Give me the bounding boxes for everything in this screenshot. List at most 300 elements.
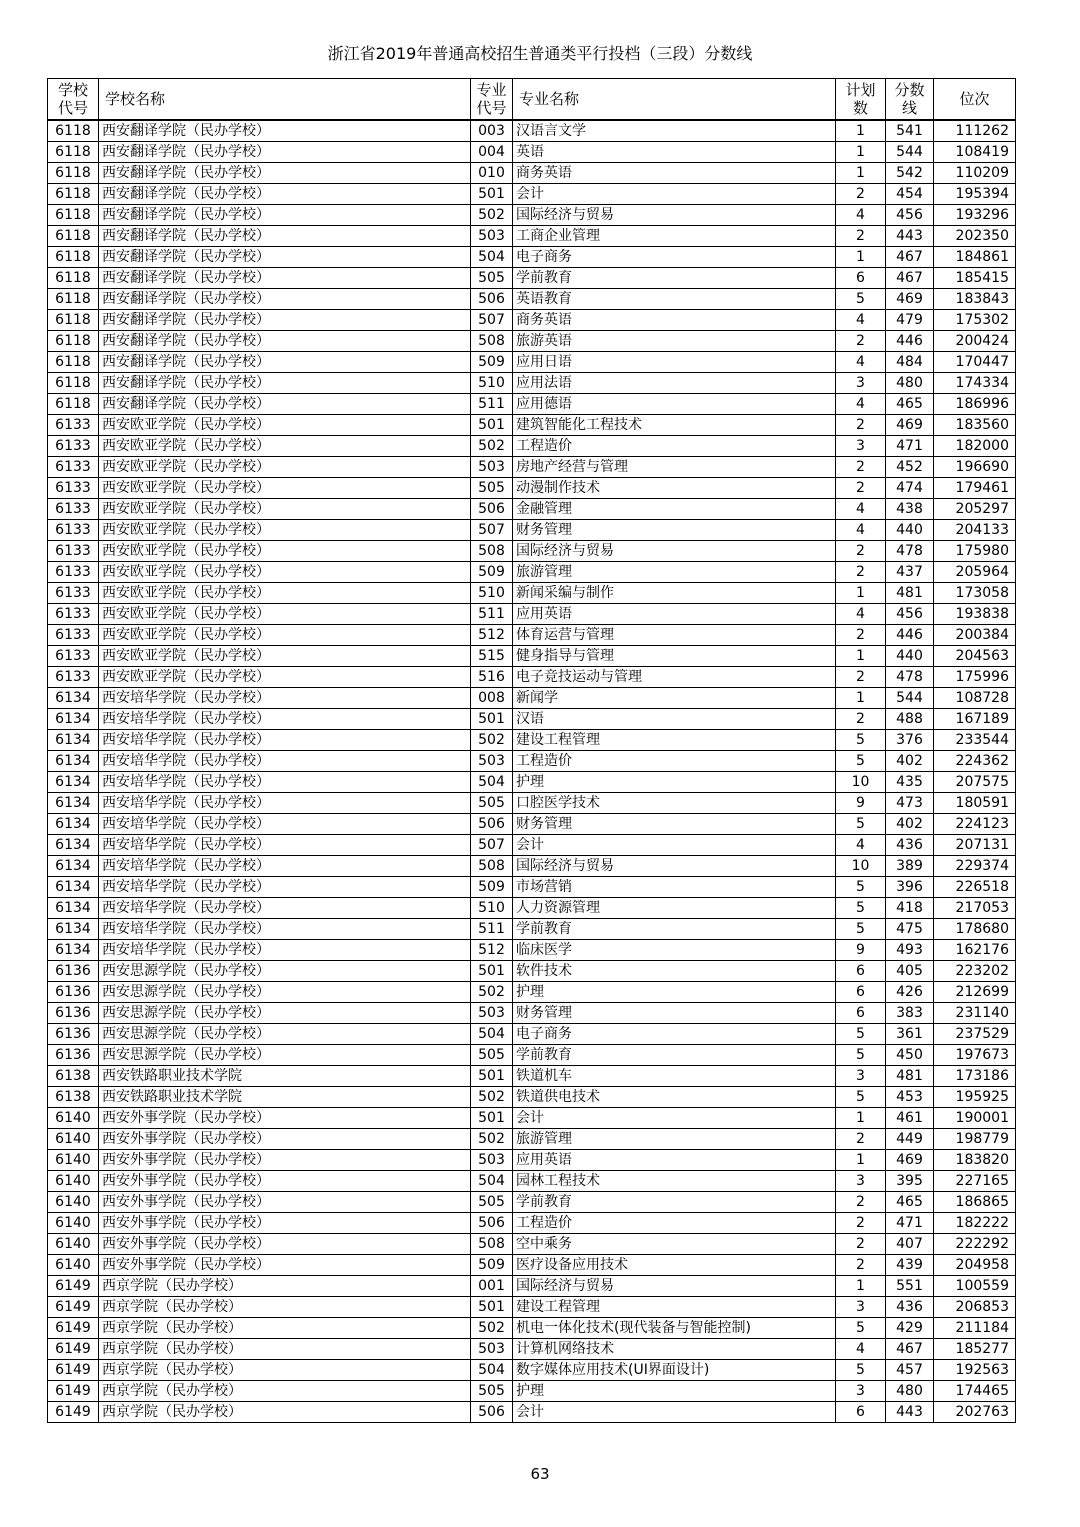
cell-major-name: 铁道供电技术: [513, 1087, 836, 1108]
cell-plan: 4: [836, 352, 886, 373]
cell-rank: 185415: [934, 268, 1016, 289]
cell-major-code: 501: [471, 961, 513, 982]
table-row: [48, 415, 1016, 436]
cell-rank: 227165: [934, 1171, 1016, 1192]
cell-school-name: 西安培华学院（民办学校）: [99, 772, 471, 793]
cell-school-name: 西京学院（民办学校）: [99, 1381, 471, 1402]
cell-rank: 226518: [934, 877, 1016, 898]
table-row: [48, 1024, 1016, 1045]
cell-school-name: 西京学院（民办学校）: [99, 1318, 471, 1339]
cell-major-name: 会计: [513, 184, 836, 205]
cell-score: 454: [886, 184, 934, 205]
cell-major-name: 会计: [513, 835, 836, 856]
table-row: [48, 520, 1016, 541]
cell-score: 471: [886, 436, 934, 457]
cell-school-code: 6118: [48, 268, 99, 289]
cell-score: 402: [886, 751, 934, 772]
cell-plan: 10: [836, 772, 886, 793]
cell-school-code: 6133: [48, 541, 99, 562]
cell-major-code: 509: [471, 562, 513, 583]
cell-rank: 178680: [934, 919, 1016, 940]
cell-score: 551: [886, 1276, 934, 1297]
cell-major-name: 体育运营与管理: [513, 625, 836, 646]
cell-score: 395: [886, 1171, 934, 1192]
cell-major-code: 505: [471, 1192, 513, 1213]
table-row: [48, 709, 1016, 730]
cell-major-name: 会计: [513, 1402, 836, 1423]
cell-school-code: 6133: [48, 604, 99, 625]
cell-school-name: 西安培华学院（民办学校）: [99, 730, 471, 751]
cell-rank: 173058: [934, 583, 1016, 604]
cell-major-name: 国际经济与贸易: [513, 541, 836, 562]
cell-rank: 190001: [934, 1108, 1016, 1129]
cell-score: 481: [886, 583, 934, 604]
table-row: [48, 163, 1016, 184]
cell-plan: 5: [836, 289, 886, 310]
cell-major-name: 学前教育: [513, 919, 836, 940]
cell-school-name: 西安外事学院（民办学校）: [99, 1234, 471, 1255]
table-row: [48, 184, 1016, 205]
header-school-name: 学校名称: [99, 79, 471, 121]
cell-major-code: 508: [471, 856, 513, 877]
cell-rank: 202763: [934, 1402, 1016, 1423]
table-row: [48, 940, 1016, 961]
table-row: [48, 730, 1016, 751]
cell-plan: 6: [836, 1402, 886, 1423]
cell-school-code: 6140: [48, 1255, 99, 1276]
cell-plan: 3: [836, 1066, 886, 1087]
cell-plan: 2: [836, 709, 886, 730]
cell-score: 426: [886, 982, 934, 1003]
cell-score: 438: [886, 499, 934, 520]
cell-major-code: 001: [471, 1276, 513, 1297]
cell-major-name: 应用日语: [513, 352, 836, 373]
cell-school-name: 西安欧亚学院（民办学校）: [99, 583, 471, 604]
table-row: [48, 289, 1016, 310]
cell-rank: 229374: [934, 856, 1016, 877]
cell-school-code: 6149: [48, 1339, 99, 1360]
cell-major-name: 学前教育: [513, 268, 836, 289]
cell-school-name: 西安思源学院（民办学校）: [99, 1003, 471, 1024]
cell-rank: 175996: [934, 667, 1016, 688]
cell-major-code: 510: [471, 898, 513, 919]
table-row: [48, 646, 1016, 667]
cell-school-code: 6134: [48, 835, 99, 856]
cell-plan: 4: [836, 499, 886, 520]
cell-major-name: 学前教育: [513, 1045, 836, 1066]
cell-school-code: 6138: [48, 1087, 99, 1108]
cell-plan: 1: [836, 142, 886, 163]
table-row: [48, 436, 1016, 457]
cell-plan: 5: [836, 814, 886, 835]
cell-rank: 223202: [934, 961, 1016, 982]
table-row: [48, 793, 1016, 814]
cell-school-name: 西安翻译学院（民办学校）: [99, 247, 471, 268]
cell-plan: 2: [836, 184, 886, 205]
table-row: [48, 373, 1016, 394]
cell-school-code: 6118: [48, 310, 99, 331]
cell-major-name: 汉语: [513, 709, 836, 730]
cell-plan: 10: [836, 856, 886, 877]
cell-rank: 186996: [934, 394, 1016, 415]
cell-school-code: 6133: [48, 457, 99, 478]
cell-score: 449: [886, 1129, 934, 1150]
cell-major-code: 504: [471, 1024, 513, 1045]
cell-school-name: 西安翻译学院（民办学校）: [99, 163, 471, 184]
cell-school-name: 西安培华学院（民办学校）: [99, 898, 471, 919]
table-row: [48, 1255, 1016, 1276]
cell-plan: 1: [836, 247, 886, 268]
cell-score: 473: [886, 793, 934, 814]
cell-major-code: 512: [471, 625, 513, 646]
cell-major-name: 应用法语: [513, 373, 836, 394]
cell-major-name: 市场营销: [513, 877, 836, 898]
cell-score: 436: [886, 1297, 934, 1318]
table-row: [48, 667, 1016, 688]
cell-score: 402: [886, 814, 934, 835]
cell-score: 544: [886, 142, 934, 163]
table-row: [48, 310, 1016, 331]
cell-rank: 183820: [934, 1150, 1016, 1171]
cell-school-code: 6118: [48, 373, 99, 394]
cell-major-name: 英语: [513, 142, 836, 163]
cell-major-code: 505: [471, 1381, 513, 1402]
table-row: [48, 961, 1016, 982]
cell-school-name: 西安翻译学院（民办学校）: [99, 373, 471, 394]
cell-plan: 5: [836, 919, 886, 940]
cell-major-code: 503: [471, 226, 513, 247]
cell-score: 469: [886, 289, 934, 310]
cell-school-code: 6133: [48, 646, 99, 667]
table-row: [48, 1381, 1016, 1402]
cell-major-name: 软件技术: [513, 961, 836, 982]
cell-plan: 1: [836, 583, 886, 604]
table-row: [48, 1171, 1016, 1192]
cell-score: 443: [886, 226, 934, 247]
cell-school-code: 6136: [48, 1003, 99, 1024]
cell-plan: 2: [836, 541, 886, 562]
cell-score: 493: [886, 940, 934, 961]
cell-major-name: 汉语言文学: [513, 120, 836, 142]
table-row: [48, 352, 1016, 373]
table-row: [48, 1318, 1016, 1339]
cell-school-code: 6118: [48, 120, 99, 142]
cell-major-name: 商务英语: [513, 163, 836, 184]
cell-major-name: 新闻学: [513, 688, 836, 709]
cell-rank: 231140: [934, 1003, 1016, 1024]
cell-plan: 4: [836, 835, 886, 856]
header-score: 分数线: [886, 79, 934, 121]
cell-major-name: 财务管理: [513, 1003, 836, 1024]
cell-rank: 174334: [934, 373, 1016, 394]
cell-plan: 2: [836, 562, 886, 583]
cell-school-code: 6134: [48, 730, 99, 751]
cell-rank: 162176: [934, 940, 1016, 961]
cell-plan: 5: [836, 1087, 886, 1108]
cell-school-name: 西安翻译学院（民办学校）: [99, 205, 471, 226]
cell-rank: 110209: [934, 163, 1016, 184]
cell-school-name: 西安培华学院（民办学校）: [99, 835, 471, 856]
cell-score: 376: [886, 730, 934, 751]
cell-score: 435: [886, 772, 934, 793]
cell-rank: 204958: [934, 1255, 1016, 1276]
cell-score: 440: [886, 646, 934, 667]
cell-score: 484: [886, 352, 934, 373]
cell-school-code: 6134: [48, 793, 99, 814]
cell-plan: 2: [836, 478, 886, 499]
cell-rank: 183843: [934, 289, 1016, 310]
cell-major-name: 建设工程管理: [513, 730, 836, 751]
cell-major-name: 旅游管理: [513, 562, 836, 583]
cell-plan: 9: [836, 940, 886, 961]
cell-school-code: 6140: [48, 1213, 99, 1234]
cell-school-name: 西安欧亚学院（民办学校）: [99, 541, 471, 562]
cell-rank: 207575: [934, 772, 1016, 793]
cell-major-name: 电子商务: [513, 247, 836, 268]
cell-major-name: 医疗设备应用技术: [513, 1255, 836, 1276]
table-row: [48, 751, 1016, 772]
cell-score: 544: [886, 688, 934, 709]
cell-score: 389: [886, 856, 934, 877]
cell-plan: 6: [836, 961, 886, 982]
cell-school-code: 6134: [48, 688, 99, 709]
table-row: [48, 394, 1016, 415]
cell-major-code: 502: [471, 205, 513, 226]
cell-plan: 1: [836, 1276, 886, 1297]
cell-major-code: 512: [471, 940, 513, 961]
cell-major-code: 501: [471, 184, 513, 205]
cell-school-code: 6118: [48, 394, 99, 415]
cell-major-code: 508: [471, 331, 513, 352]
table-row: [48, 1192, 1016, 1213]
cell-major-name: 应用英语: [513, 604, 836, 625]
cell-rank: 224362: [934, 751, 1016, 772]
page-title: 浙江省2019年普通高校招生普通类平行投档（三段）分数线: [327, 44, 753, 63]
cell-major-code: 505: [471, 793, 513, 814]
cell-rank: 193296: [934, 205, 1016, 226]
cell-major-name: 电子竞技运动与管理: [513, 667, 836, 688]
cell-score: 456: [886, 604, 934, 625]
cell-school-code: 6134: [48, 751, 99, 772]
table-row: [48, 331, 1016, 352]
cell-school-name: 西安翻译学院（民办学校）: [99, 331, 471, 352]
cell-school-code: 6149: [48, 1318, 99, 1339]
cell-school-name: 西安培华学院（民办学校）: [99, 793, 471, 814]
cell-school-code: 6118: [48, 247, 99, 268]
cell-plan: 6: [836, 1003, 886, 1024]
cell-school-name: 西安铁路职业技术学院: [99, 1087, 471, 1108]
cell-major-name: 工商企业管理: [513, 226, 836, 247]
cell-score: 479: [886, 310, 934, 331]
cell-school-code: 6134: [48, 877, 99, 898]
cell-rank: 175302: [934, 310, 1016, 331]
cell-major-code: 502: [471, 1318, 513, 1339]
cell-plan: 2: [836, 415, 886, 436]
cell-plan: 4: [836, 604, 886, 625]
cell-school-code: 6133: [48, 562, 99, 583]
cell-school-code: 6133: [48, 667, 99, 688]
cell-score: 467: [886, 1339, 934, 1360]
cell-major-name: 应用德语: [513, 394, 836, 415]
cell-major-name: 空中乘务: [513, 1234, 836, 1255]
cell-rank: 186865: [934, 1192, 1016, 1213]
cell-plan: 5: [836, 1045, 886, 1066]
cell-rank: 175980: [934, 541, 1016, 562]
cell-score: 446: [886, 625, 934, 646]
cell-plan: 5: [836, 1318, 886, 1339]
cell-rank: 212699: [934, 982, 1016, 1003]
cell-major-code: 505: [471, 1045, 513, 1066]
cell-school-name: 西安翻译学院（民办学校）: [99, 394, 471, 415]
cell-rank: 207131: [934, 835, 1016, 856]
cell-school-code: 6118: [48, 205, 99, 226]
cell-major-name: 财务管理: [513, 814, 836, 835]
cell-plan: 2: [836, 667, 886, 688]
header-rank: 位次: [934, 79, 1016, 121]
cell-school-code: 6133: [48, 415, 99, 436]
cell-major-code: 502: [471, 1087, 513, 1108]
cell-school-name: 西安外事学院（民办学校）: [99, 1192, 471, 1213]
cell-major-name: 园林工程技术: [513, 1171, 836, 1192]
cell-school-code: 6140: [48, 1234, 99, 1255]
cell-school-name: 西安外事学院（民办学校）: [99, 1213, 471, 1234]
cell-score: 396: [886, 877, 934, 898]
cell-school-name: 西安翻译学院（民办学校）: [99, 289, 471, 310]
cell-score: 440: [886, 520, 934, 541]
cell-plan: 4: [836, 205, 886, 226]
cell-rank: 195925: [934, 1087, 1016, 1108]
table-row: [48, 1297, 1016, 1318]
header-school-code: 学校代号: [48, 79, 99, 121]
cell-school-name: 西安欧亚学院（民办学校）: [99, 625, 471, 646]
cell-major-code: 511: [471, 394, 513, 415]
cell-major-code: 506: [471, 289, 513, 310]
cell-rank: 184861: [934, 247, 1016, 268]
cell-major-name: 计算机网络技术: [513, 1339, 836, 1360]
cell-school-code: 6134: [48, 940, 99, 961]
cell-plan: 2: [836, 457, 886, 478]
cell-major-code: 506: [471, 1402, 513, 1423]
cell-score: 541: [886, 120, 934, 142]
cell-school-code: 6118: [48, 163, 99, 184]
cell-plan: 2: [836, 625, 886, 646]
table-row: [48, 856, 1016, 877]
table-row: [48, 1045, 1016, 1066]
cell-school-code: 6149: [48, 1402, 99, 1423]
cell-school-name: 西安培华学院（民办学校）: [99, 814, 471, 835]
cell-major-name: 临床医学: [513, 940, 836, 961]
cell-school-code: 6134: [48, 772, 99, 793]
cell-plan: 2: [836, 1213, 886, 1234]
cell-major-name: 国际经济与贸易: [513, 856, 836, 877]
cell-school-code: 6133: [48, 583, 99, 604]
cell-school-name: 西京学院（民办学校）: [99, 1402, 471, 1423]
table-row: [48, 499, 1016, 520]
cell-major-code: 504: [471, 1360, 513, 1381]
cell-school-code: 6140: [48, 1192, 99, 1213]
cell-plan: 2: [836, 1129, 886, 1150]
table-row: [48, 772, 1016, 793]
cell-plan: 5: [836, 877, 886, 898]
cell-school-code: 6149: [48, 1381, 99, 1402]
cell-major-name: 电子商务: [513, 1024, 836, 1045]
cell-score: 467: [886, 268, 934, 289]
cell-major-name: 工程造价: [513, 436, 836, 457]
cell-school-name: 西安翻译学院（民办学校）: [99, 120, 471, 142]
cell-major-code: 507: [471, 310, 513, 331]
table-row: [48, 1234, 1016, 1255]
cell-school-code: 6140: [48, 1150, 99, 1171]
cell-major-code: 506: [471, 1213, 513, 1234]
cell-plan: 5: [836, 751, 886, 772]
cell-major-code: 505: [471, 268, 513, 289]
cell-rank: 204133: [934, 520, 1016, 541]
cell-major-name: 财务管理: [513, 520, 836, 541]
cell-rank: 192563: [934, 1360, 1016, 1381]
cell-score: 436: [886, 835, 934, 856]
cell-rank: 185277: [934, 1339, 1016, 1360]
cell-score: 542: [886, 163, 934, 184]
cell-plan: 6: [836, 982, 886, 1003]
cell-school-name: 西安翻译学院（民办学校）: [99, 184, 471, 205]
header-major-code: 专业代号: [471, 79, 513, 121]
table-row: [48, 982, 1016, 1003]
cell-score: 450: [886, 1045, 934, 1066]
table-row: [48, 1402, 1016, 1423]
cell-major-code: 503: [471, 1003, 513, 1024]
cell-plan: 3: [836, 1297, 886, 1318]
cell-score: 361: [886, 1024, 934, 1045]
cell-school-code: 6134: [48, 856, 99, 877]
cell-school-code: 6136: [48, 982, 99, 1003]
cell-rank: 200424: [934, 331, 1016, 352]
cell-school-name: 西安思源学院（民办学校）: [99, 1024, 471, 1045]
cell-rank: 206853: [934, 1297, 1016, 1318]
cell-major-name: 金融管理: [513, 499, 836, 520]
cell-rank: 222292: [934, 1234, 1016, 1255]
table-row: [48, 1150, 1016, 1171]
cell-major-code: 010: [471, 163, 513, 184]
cell-score: 429: [886, 1318, 934, 1339]
cell-plan: 2: [836, 226, 886, 247]
table-row: [48, 898, 1016, 919]
cell-school-code: 6138: [48, 1066, 99, 1087]
cell-school-code: 6118: [48, 184, 99, 205]
header-plan: 计划数: [836, 79, 886, 121]
cell-school-name: 西安外事学院（民办学校）: [99, 1171, 471, 1192]
cell-score: 480: [886, 1381, 934, 1402]
cell-plan: 1: [836, 1108, 886, 1129]
cell-plan: 3: [836, 1171, 886, 1192]
cell-score: 469: [886, 415, 934, 436]
cell-major-name: 健身指导与管理: [513, 646, 836, 667]
header-row: [48, 79, 1016, 121]
cell-major-code: 502: [471, 1129, 513, 1150]
cell-school-name: 西安欧亚学院（民办学校）: [99, 478, 471, 499]
table-row: [48, 814, 1016, 835]
cell-school-code: 6134: [48, 898, 99, 919]
cell-rank: 196690: [934, 457, 1016, 478]
cell-rank: 167189: [934, 709, 1016, 730]
cell-major-name: 旅游管理: [513, 1129, 836, 1150]
cell-score: 456: [886, 205, 934, 226]
cell-school-name: 西安欧亚学院（民办学校）: [99, 457, 471, 478]
cell-school-code: 6118: [48, 352, 99, 373]
cell-rank: 179461: [934, 478, 1016, 499]
cell-rank: 195394: [934, 184, 1016, 205]
cell-rank: 211184: [934, 1318, 1016, 1339]
cell-school-code: 6140: [48, 1171, 99, 1192]
